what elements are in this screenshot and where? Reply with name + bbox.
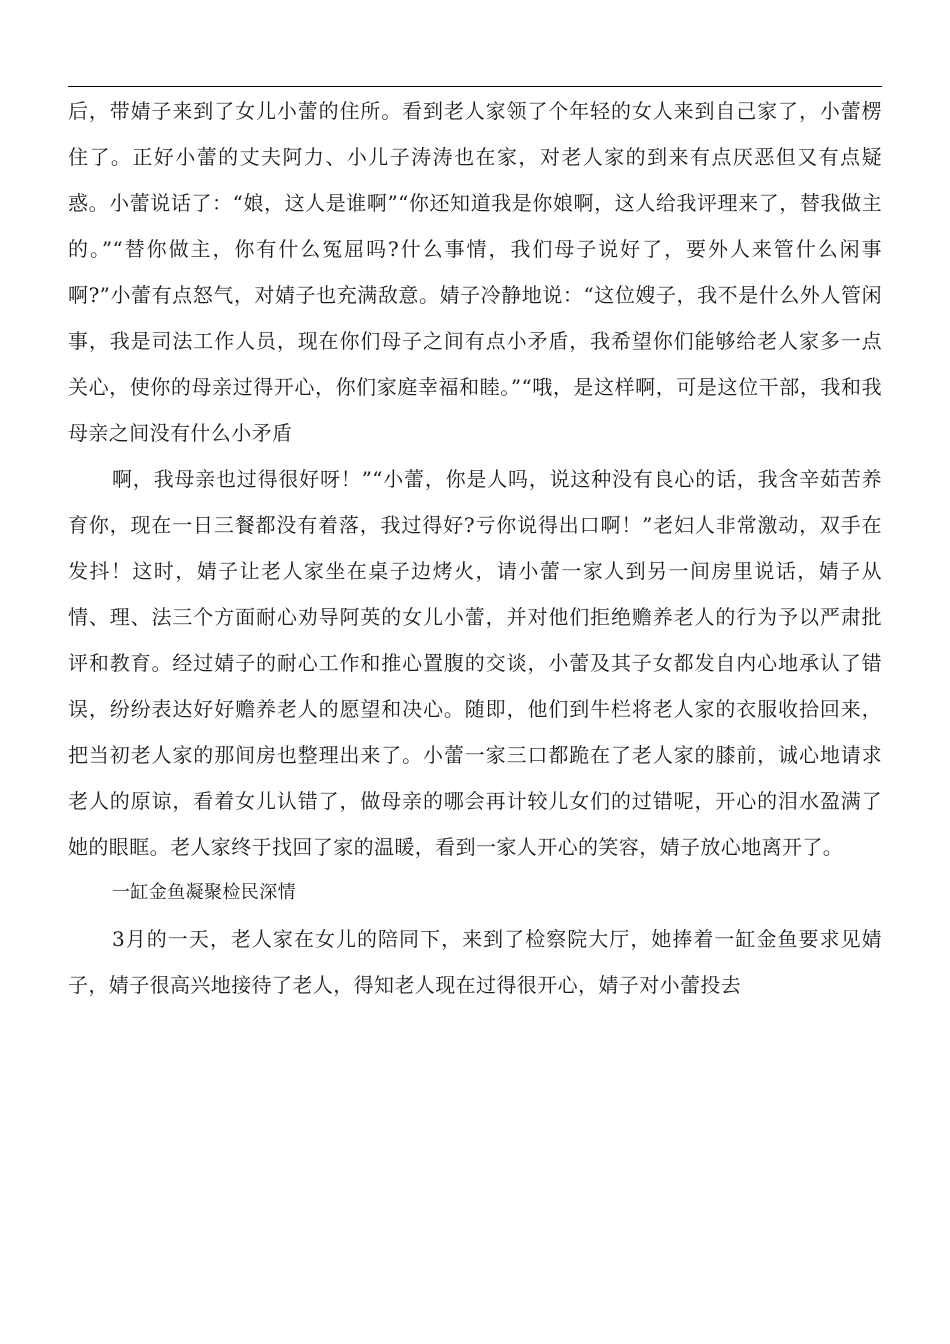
body-paragraph-1: 后，带婧子来到了女儿小蕾的住所。看到老人家领了个年轻的女人来到自己家了，小蕾楞住了。正好小蕾的丈夫阿力、小儿子涛涛也在家，对老人家的到来有点厌恶但又有点疑惑。小蕾说话了：“娘，这人是谁啊”“你还知道我是你娘啊，这人给我评理来了，替我做主的。”“替你做主，你有什么冤屈吗?什么事情，我们母子说好了，要外人来管什么闲事啊?”小蕾有点怒气，对婧子也充满敌意。婧子冷静地说：“这位嫂子，我不是什么外人管闲事，我是司法工作人员，现在你们母子之间有点小矛盾，我希望你们能够给老人家多一点关心，使你的母亲过得开心，你们家庭幸福和睦。”“哦，是这样啊，可是这位干部，我和我母亲之间没有什么小矛盾 [68,99,882,445]
body-paragraph-2: 啊，我母亲也过得很好呀！”“小蕾，你是人吗，说这种没有良心的话，我含辛茹苦养育你，现在一日三餐都没有着落，我过得好?亏你说得出口啊！”老妇人非常激动，双手在发抖！这时，婧子让老人家坐在桌子边烤火，请小蕾一家人到另一间房里说话，婧子从情、理、法三个方面耐心劝导阿英的女儿小蕾，并对他们拒绝赡养老人的行为予以严肃批评和教育。经过婧子的耐心工作和推心置腹的交谈，小蕾及其子女都发自内心地承认了错误，纷纷表达好好赡养老人的愿望和决心。随即，他们到牛栏将老人家的衣服收拾回来，把当初老人家的那间房也整理出来了。小蕾一家三口都跪在了老人家的膝前，诚心地请求老人的原谅，看着女儿认错了，做母亲的哪会再计较儿女们的过错呢，开心的泪水盈满了她的眼眶。老人家终于找回了家的温暖，看到一家人开心的笑容，婧子放心地离开了。 [68,467,882,859]
header-rule [68,86,882,87]
document-body [68,88,882,1008]
body-paragraph-3: 3月的一天，老人家在女儿的陪同下，来到了检察院大厅，她捧着一缸金鱼要求见婧子，婧子很高兴地接待了老人，得知老人现在过得很开心，婧子对小蕾投去 [68,927,882,997]
section-heading: 一缸金鱼凝聚检民深情 [112,882,296,903]
